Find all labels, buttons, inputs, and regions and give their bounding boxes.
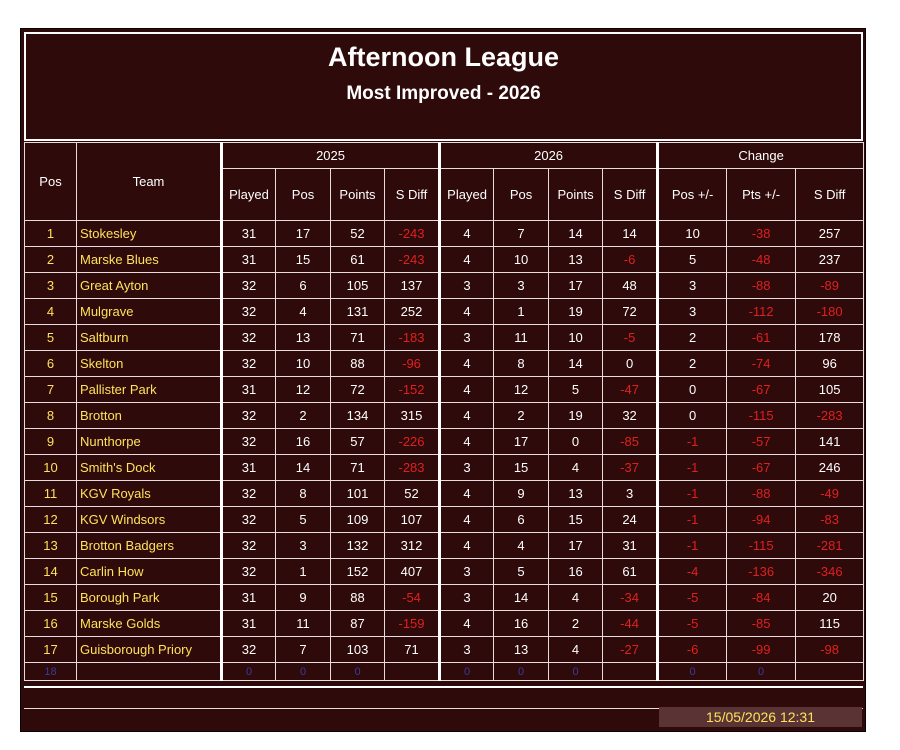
row-played-2025: 32 [222, 559, 276, 585]
row-pos-2026: 7 [494, 221, 549, 247]
row-pos-change: 3 [658, 299, 727, 325]
row-pos: 10 [25, 455, 77, 481]
row-sdiff-2025: -96 [385, 351, 440, 377]
row-pos-2026: 16 [494, 611, 549, 637]
row-sdiff-change: -98 [796, 637, 864, 663]
title-box [24, 32, 863, 141]
row-played-2025: 31 [222, 377, 276, 403]
row-pos-2025: 15 [276, 247, 331, 273]
row-played-2026: 4 [440, 247, 494, 273]
row-points-2025: 103 [331, 637, 385, 663]
row-points-2025: 61 [331, 247, 385, 273]
row-points-2026: 14 [549, 351, 603, 377]
row-pos: 1 [25, 221, 77, 247]
row-played-2026: 3 [440, 637, 494, 663]
row-sdiff-2025: -243 [385, 221, 440, 247]
row-sdiff-change: -281 [796, 533, 864, 559]
row-team: Great Ayton [77, 273, 222, 299]
row-points-2025: 132 [331, 533, 385, 559]
table-row [25, 299, 864, 325]
col-header-pos-2025: Pos [276, 169, 331, 221]
row-team: Marske Blues [77, 247, 222, 273]
row-points-2025: 134 [331, 403, 385, 429]
row-sdiff-2026: 32 [603, 403, 658, 429]
row-points-2026: 17 [549, 533, 603, 559]
blank-points-2026: 0 [549, 663, 603, 681]
row-points-2025: 52 [331, 221, 385, 247]
blank-pts-change: 0 [727, 663, 796, 681]
row-sdiff-2025: 137 [385, 273, 440, 299]
row-sdiff-2026: -27 [603, 637, 658, 663]
row-sdiff-change: -283 [796, 403, 864, 429]
row-team: Guisborough Priory [77, 637, 222, 663]
table-row [25, 533, 864, 559]
row-sdiff-change: 115 [796, 611, 864, 637]
row-points-2025: 71 [331, 455, 385, 481]
footer-row [24, 686, 863, 709]
table-row [25, 351, 864, 377]
row-played-2026: 4 [440, 377, 494, 403]
row-pos-change: -5 [658, 611, 727, 637]
row-pos: 7 [25, 377, 77, 403]
table-row [25, 611, 864, 637]
row-sdiff-change: -346 [796, 559, 864, 585]
row-played-2025: 32 [222, 299, 276, 325]
col-header-pts-change: Pts +/- [727, 169, 796, 221]
row-points-2026: 17 [549, 273, 603, 299]
row-pos-2026: 4 [494, 533, 549, 559]
table-row [25, 429, 864, 455]
blank-row [25, 663, 864, 681]
row-pos-change: 10 [658, 221, 727, 247]
row-pos-2025: 10 [276, 351, 331, 377]
blank-played-2025: 0 [222, 663, 276, 681]
row-points-2025: 72 [331, 377, 385, 403]
row-pts-change: -48 [727, 247, 796, 273]
blank-pos-2026: 0 [494, 663, 549, 681]
row-pos: 17 [25, 637, 77, 663]
row-pos: 9 [25, 429, 77, 455]
row-points-2025: 87 [331, 611, 385, 637]
row-pos-2025: 13 [276, 325, 331, 351]
row-pos-change: 2 [658, 325, 727, 351]
row-pos-change: -1 [658, 455, 727, 481]
row-pos-change: -1 [658, 481, 727, 507]
row-played-2026: 4 [440, 351, 494, 377]
row-points-2025: 88 [331, 585, 385, 611]
table-row [25, 377, 864, 403]
row-sdiff-2026: 72 [603, 299, 658, 325]
row-pos-change: 0 [658, 377, 727, 403]
row-pts-change: -112 [727, 299, 796, 325]
table-row [25, 403, 864, 429]
row-pos-2026: 2 [494, 403, 549, 429]
group-header-2025: 2025 [222, 143, 440, 169]
row-played-2025: 31 [222, 455, 276, 481]
row-points-2026: 13 [549, 247, 603, 273]
col-header-sdiff-2026: S Diff [603, 169, 658, 221]
row-points-2025: 152 [331, 559, 385, 585]
group-header-row [25, 143, 864, 169]
row-sdiff-2025: 71 [385, 637, 440, 663]
row-pos-change: -6 [658, 637, 727, 663]
row-pos-2026: 13 [494, 637, 549, 663]
row-pos-2025: 4 [276, 299, 331, 325]
row-pts-change: -88 [727, 481, 796, 507]
row-sdiff-2026: -47 [603, 377, 658, 403]
row-points-2025: 131 [331, 299, 385, 325]
table-row [25, 455, 864, 481]
row-played-2025: 32 [222, 403, 276, 429]
row-pos: 2 [25, 247, 77, 273]
row-pos-change: 2 [658, 351, 727, 377]
table-row [25, 507, 864, 533]
row-sdiff-2025: -183 [385, 325, 440, 351]
row-pos-change: -1 [658, 533, 727, 559]
row-sdiff-2026: -44 [603, 611, 658, 637]
row-pos-2025: 5 [276, 507, 331, 533]
row-sdiff-change: 20 [796, 585, 864, 611]
blank-sdiff-2025 [385, 663, 440, 681]
row-points-2025: 57 [331, 429, 385, 455]
row-played-2026: 3 [440, 273, 494, 299]
row-sdiff-2026: 31 [603, 533, 658, 559]
row-team: Stokesley [77, 221, 222, 247]
row-pos: 13 [25, 533, 77, 559]
table-row [25, 221, 864, 247]
row-played-2026: 3 [440, 455, 494, 481]
row-sdiff-2025: 107 [385, 507, 440, 533]
row-sdiff-2025: -152 [385, 377, 440, 403]
col-header-pos-change: Pos +/- [658, 169, 727, 221]
row-played-2025: 31 [222, 585, 276, 611]
col-header-sdiff-2025: S Diff [385, 169, 440, 221]
row-sdiff-2026: -37 [603, 455, 658, 481]
row-played-2025: 32 [222, 351, 276, 377]
row-sdiff-2026: -5 [603, 325, 658, 351]
row-points-2026: 19 [549, 403, 603, 429]
blank-pos-2025: 0 [276, 663, 331, 681]
row-points-2025: 105 [331, 273, 385, 299]
row-pts-change: -99 [727, 637, 796, 663]
row-pos: 8 [25, 403, 77, 429]
row-sdiff-2026: 14 [603, 221, 658, 247]
row-sdiff-2026: 3 [603, 481, 658, 507]
col-header-played-2025: Played [222, 169, 276, 221]
row-pts-change: -67 [727, 377, 796, 403]
row-pos-2025: 16 [276, 429, 331, 455]
row-played-2026: 3 [440, 325, 494, 351]
row-sdiff-2025: 312 [385, 533, 440, 559]
table-row [25, 325, 864, 351]
row-played-2026: 4 [440, 481, 494, 507]
row-sdiff-2025: 252 [385, 299, 440, 325]
blank-sdiff-2026 [603, 663, 658, 681]
row-pos-2026: 3 [494, 273, 549, 299]
row-pos-change: -5 [658, 585, 727, 611]
row-pts-change: -85 [727, 611, 796, 637]
row-played-2025: 32 [222, 429, 276, 455]
row-pts-change: -94 [727, 507, 796, 533]
row-played-2025: 31 [222, 247, 276, 273]
row-sdiff-2026: -85 [603, 429, 658, 455]
row-team: Brotton Badgers [77, 533, 222, 559]
row-pos-2025: 2 [276, 403, 331, 429]
row-played-2025: 32 [222, 273, 276, 299]
row-played-2025: 32 [222, 533, 276, 559]
row-pos-change: -4 [658, 559, 727, 585]
row-points-2025: 109 [331, 507, 385, 533]
row-sdiff-change: -89 [796, 273, 864, 299]
row-played-2026: 4 [440, 403, 494, 429]
row-pos-2026: 10 [494, 247, 549, 273]
row-pos-2026: 14 [494, 585, 549, 611]
row-sdiff-2026: -6 [603, 247, 658, 273]
row-pos-2026: 15 [494, 455, 549, 481]
row-pos-2025: 6 [276, 273, 331, 299]
row-played-2025: 32 [222, 507, 276, 533]
row-pos: 15 [25, 585, 77, 611]
row-played-2025: 32 [222, 481, 276, 507]
row-sdiff-2026: 48 [603, 273, 658, 299]
row-points-2026: 10 [549, 325, 603, 351]
row-sdiff-change: -83 [796, 507, 864, 533]
row-team: Nunthorpe [77, 429, 222, 455]
row-pos-change: 3 [658, 273, 727, 299]
row-team: Pallister Park [77, 377, 222, 403]
row-pos-2026: 1 [494, 299, 549, 325]
row-team: Brotton [77, 403, 222, 429]
row-sdiff-2026: -34 [603, 585, 658, 611]
row-played-2025: 32 [222, 637, 276, 663]
row-points-2026: 5 [549, 377, 603, 403]
row-played-2026: 4 [440, 533, 494, 559]
col-header-played-2026: Played [440, 169, 494, 221]
updated-timestamp: 15/05/2026 12:31 [659, 707, 862, 727]
row-played-2026: 3 [440, 585, 494, 611]
row-sdiff-2025: -243 [385, 247, 440, 273]
row-points-2026: 19 [549, 299, 603, 325]
row-sdiff-change: -180 [796, 299, 864, 325]
row-pts-change: -136 [727, 559, 796, 585]
row-sdiff-change: -49 [796, 481, 864, 507]
row-pos-2026: 6 [494, 507, 549, 533]
row-team: Marske Golds [77, 611, 222, 637]
row-team: Borough Park [77, 585, 222, 611]
row-pts-change: -61 [727, 325, 796, 351]
row-points-2025: 88 [331, 351, 385, 377]
row-team: KGV Royals [77, 481, 222, 507]
league-rows [25, 221, 864, 663]
table-row [25, 273, 864, 299]
row-pos-2026: 11 [494, 325, 549, 351]
row-sdiff-2025: 407 [385, 559, 440, 585]
col-header-team: Team [77, 143, 222, 221]
row-played-2026: 4 [440, 429, 494, 455]
row-pts-change: -74 [727, 351, 796, 377]
row-sdiff-2025: -159 [385, 611, 440, 637]
row-pos-2025: 9 [276, 585, 331, 611]
blank-pos-change: 0 [658, 663, 727, 681]
blank-pos: 18 [25, 663, 77, 681]
row-pts-change: -57 [727, 429, 796, 455]
row-pos-2026: 8 [494, 351, 549, 377]
table-row [25, 585, 864, 611]
row-team: Saltburn [77, 325, 222, 351]
row-pos-change: 5 [658, 247, 727, 273]
row-pts-change: -84 [727, 585, 796, 611]
row-pos: 4 [25, 299, 77, 325]
blank-played-2026: 0 [440, 663, 494, 681]
table-row [25, 559, 864, 585]
row-pos-2025: 3 [276, 533, 331, 559]
row-team: Mulgrave [77, 299, 222, 325]
row-pts-change: -115 [727, 533, 796, 559]
blank-team [77, 663, 222, 681]
row-pos: 5 [25, 325, 77, 351]
row-pos: 6 [25, 351, 77, 377]
row-played-2026: 4 [440, 221, 494, 247]
row-pos-2026: 12 [494, 377, 549, 403]
row-sdiff-change: 257 [796, 221, 864, 247]
row-points-2025: 101 [331, 481, 385, 507]
row-team: Skelton [77, 351, 222, 377]
row-team: Carlin How [77, 559, 222, 585]
group-header-change: Change [658, 143, 864, 169]
row-pos-change: 0 [658, 403, 727, 429]
page-title: Afternoon League [327, 42, 559, 72]
row-sdiff-2026: 24 [603, 507, 658, 533]
row-pts-change: -115 [727, 403, 796, 429]
table-row [25, 637, 864, 663]
row-played-2025: 32 [222, 325, 276, 351]
row-points-2026: 14 [549, 221, 603, 247]
row-points-2026: 13 [549, 481, 603, 507]
row-pts-change: -88 [727, 273, 796, 299]
row-sdiff-2025: 52 [385, 481, 440, 507]
col-header-pos-2026: Pos [494, 169, 549, 221]
group-header-2026: 2026 [440, 143, 658, 169]
row-pts-change: -38 [727, 221, 796, 247]
row-pos: 12 [25, 507, 77, 533]
row-team: KGV Windsors [77, 507, 222, 533]
row-sdiff-2025: -54 [385, 585, 440, 611]
row-pos-change: -1 [658, 507, 727, 533]
col-header-sdiff-change: S Diff [796, 169, 864, 221]
row-points-2026: 16 [549, 559, 603, 585]
row-points-2025: 71 [331, 325, 385, 351]
row-pos-2026: 9 [494, 481, 549, 507]
row-pos-2026: 5 [494, 559, 549, 585]
row-pos-2025: 8 [276, 481, 331, 507]
col-header-points-2025: Points [331, 169, 385, 221]
row-pts-change: -67 [727, 455, 796, 481]
row-points-2026: 2 [549, 611, 603, 637]
row-pos-2025: 17 [276, 221, 331, 247]
row-played-2025: 31 [222, 611, 276, 637]
row-pos: 3 [25, 273, 77, 299]
row-pos-2025: 1 [276, 559, 331, 585]
row-sdiff-change: 237 [796, 247, 864, 273]
row-sdiff-change: 246 [796, 455, 864, 481]
row-played-2026: 4 [440, 611, 494, 637]
row-sdiff-2025: -226 [385, 429, 440, 455]
page-subtitle: Most Improved - 2026 [346, 83, 541, 104]
row-pos-change: -1 [658, 429, 727, 455]
row-sdiff-2026: 0 [603, 351, 658, 377]
row-sdiff-2026: 61 [603, 559, 658, 585]
row-pos-2025: 7 [276, 637, 331, 663]
blank-points-2025: 0 [331, 663, 385, 681]
table-row [25, 247, 864, 273]
row-played-2026: 4 [440, 507, 494, 533]
row-team: Smith's Dock [77, 455, 222, 481]
row-sdiff-2025: -283 [385, 455, 440, 481]
row-played-2026: 3 [440, 559, 494, 585]
row-pos-2026: 17 [494, 429, 549, 455]
col-header-pos: Pos [25, 143, 77, 221]
row-pos-2025: 12 [276, 377, 331, 403]
row-points-2026: 0 [549, 429, 603, 455]
row-pos: 16 [25, 611, 77, 637]
row-points-2026: 4 [549, 637, 603, 663]
row-sdiff-change: 178 [796, 325, 864, 351]
row-pos-2025: 11 [276, 611, 331, 637]
league-table [24, 142, 864, 681]
row-pos: 14 [25, 559, 77, 585]
row-points-2026: 15 [549, 507, 603, 533]
col-header-points-2026: Points [549, 169, 603, 221]
row-points-2026: 4 [549, 585, 603, 611]
blank-sdiff-change [796, 663, 864, 681]
row-sdiff-change: 141 [796, 429, 864, 455]
row-sdiff-change: 96 [796, 351, 864, 377]
row-points-2026: 4 [549, 455, 603, 481]
row-played-2025: 31 [222, 221, 276, 247]
row-pos-2025: 14 [276, 455, 331, 481]
row-sdiff-change: 105 [796, 377, 864, 403]
row-sdiff-2025: 315 [385, 403, 440, 429]
row-pos: 11 [25, 481, 77, 507]
table-row [25, 481, 864, 507]
row-played-2026: 4 [440, 299, 494, 325]
